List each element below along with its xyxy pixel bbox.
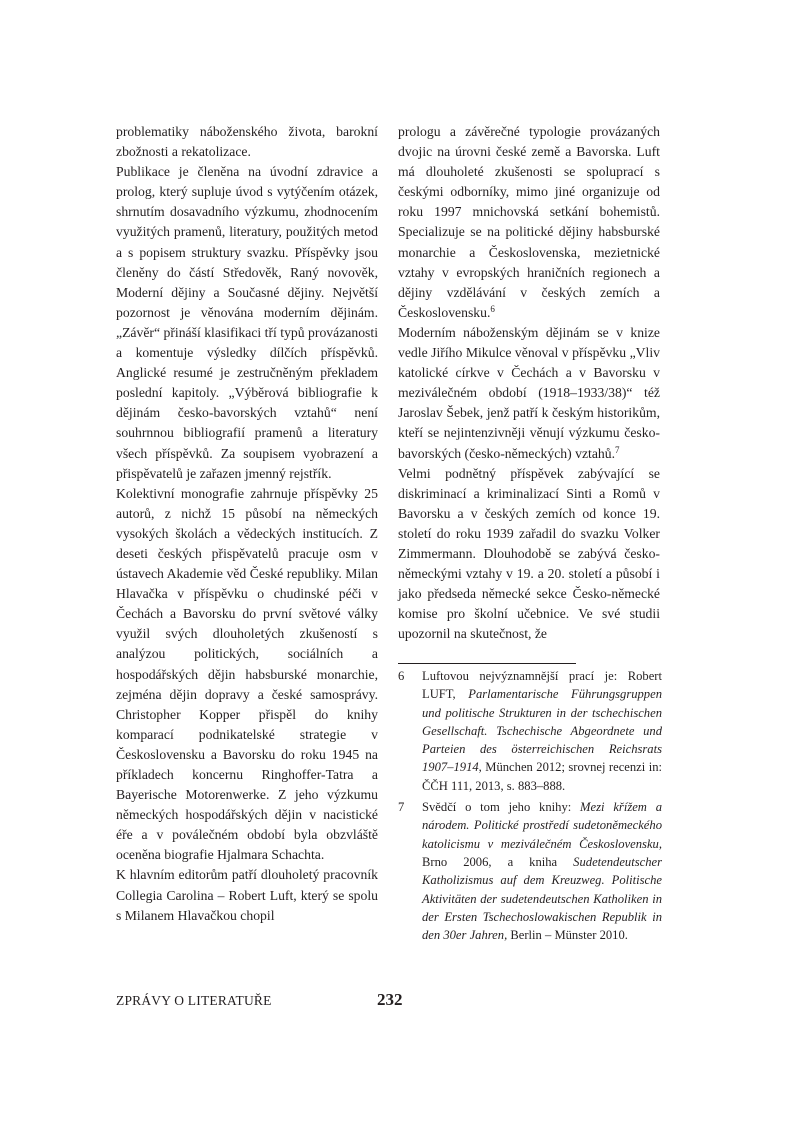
left-column [116,122,378,926]
footnote-text: Berlin – Münster 2010. [507,928,628,943]
paragraph: Velmi podnětný příspěvek zabývající se diskriminací a kriminalizací Sinti a Romů v Bavorsku a v českých zemích od konce 19. století do roku 1939 zařadil do svazku Volker Zimmermann. Dlouhodobě se zabývá česko-německými vztahy v 19. a 20. století a působí i jako předseda německé sekce Česko-německé komise pro školní učebnice. Ve své studii upozornil na skutečnost, že [398,465,660,642]
running-footer-section: ZPRÁVY O LITERATUŘE [116,993,272,1008]
footnote-number: 7 [398,800,405,815]
footnote-ref: 6 [490,303,495,314]
footnote-ref: 7 [615,444,620,455]
footnote [398,798,662,944]
footnote-number: 6 [398,669,405,683]
footnote-italic-text: Sudetendeutscher Katholizismus auf dem Kreuzweg. Politische Aktivitäten der sudetendeutschen Katholiken in der Ersten Tschechoslowakischen Republik in den 30er Jahren, [422,854,662,943]
footnotes [398,667,662,944]
paragraph [398,323,660,464]
paragraph-text: prologu a závěrečné typologie provázaných dvojic na úrovni české země a Bavorska. Luft má dlouholeté zkušenosti se spoluprací s českými odborníky, mimo jiné organizuje od roku 1997 mnichovská setkání bohemistů. Specializuje se na politické dějiny habsburské monarchie a Československa, mezietnické vztahy v evropských hraničních regionech a dějiny vzdělávání v českých zemích a Československu. [398,124,660,320]
footnote-text: Svědčí o tom jeho knihy: [422,800,581,815]
paragraph-text: Moderním náboženským dějinám se v knize vedle Jiřího Mikulce věnoval v příspěvku „Vliv katolické církve v Čechách a v Bavorsku v meziválečném období (1918–1933/38)“ též Jaroslav Šebek, jenž patří k českým historikům, kteří se nejintenzivněji věnují výzkumu česko-bavorských (česko-německých) vztahů. [398,324,660,461]
paragraph: Kolektivní monografie zahrnuje příspěvky 25 autorů, z nichž 15 působí na německých vysokých školách a vědeckých institucích. Z deseti českých přispěvatelů pracuje osm v ústavech Akademie věd České republiky. Milan Hlavačka v příspěvku o chudinské péči v Čechách a Bavorsku do první světové války využil svých dlouholetých zkušeností s analýzou politických, sociálních a hospodářských dějin habsburské monarchie, zejména dějin dopravy a české samosprávy. Christopher Kopper přispěl do knihy komparací podnikatelské strategie v Československu a Bavorsku do roku 1945 na příkladech koncernu Ringhoffer-Tatra a Bayerische Motorenwerke. Z jeho výzkumu německých hospodářských dějin v nacistické éře a v poválečném období byla obzvláště oceněna biografie Hjalmara Schachta. [116,485,378,863]
paragraph: problematiky náboženského života, barokní zbožnosti a rekatolizace. [116,124,378,160]
page-number: 232 [377,990,403,1009]
footnote-separator [398,663,576,664]
paragraph: Publikace je členěna na úvodní zdravice a prolog, který supluje úvod s vytýčením otázek, shrnutím dosavadního výzkumu, zhodnocením využitých pramenů, literatury, použitých metod a s popisem struktury svazku. Příspěvky jsou členěny do částí Středověk, Raný novověk, Moderní dějiny a Současné dějiny. Největší pozornost je věnována moderním dějinám. „Závěr“ přináší klasifikaci tří typů provázanosti a komentuje výsledky dílčích příspěvků. Anglické resumé je zestručněným překladem poslední kapitoly. „Výběrová bibliografie k dějinám česko-bavorských vztahů“ není souhrnnou bibliografií pramenů a literatury všech příspěvků. Za soupisem vyobrazení a přispěvatelů je zařazen jmenný rejstřík. [116,164,378,481]
footnote-text: Luftovou nejvýznamnější prací je: Robert LUFT, [422,669,662,702]
paragraph: K hlavním editorům patří dlouholetý pracovník Collegia Carolina – Robert Luft, který se spolu s Milanem Hlavačkou chopil [116,867,378,923]
footnote [398,667,662,795]
footnote-italic-text: Mezi křížem a národem. Politické prostředí sudetoněmeckého katolicismu v meziválečném Československu, [422,800,662,851]
right-column [398,122,660,644]
footnote-text: , München 2012; srovnej recenzi in: ČČH 111, 2013, s. 883–888. [422,760,662,793]
footnote-text: Brno 2006, a kniha [422,854,574,869]
paragraph [398,122,660,323]
footnote-italic-text: Parlamentarische Führungsgruppen und politische Strukturen in der tschechischen Gesellschaft. Tschechische Abgeordnete und Parteien des österreichischen Reichsrats 1907–1914 [422,687,662,775]
